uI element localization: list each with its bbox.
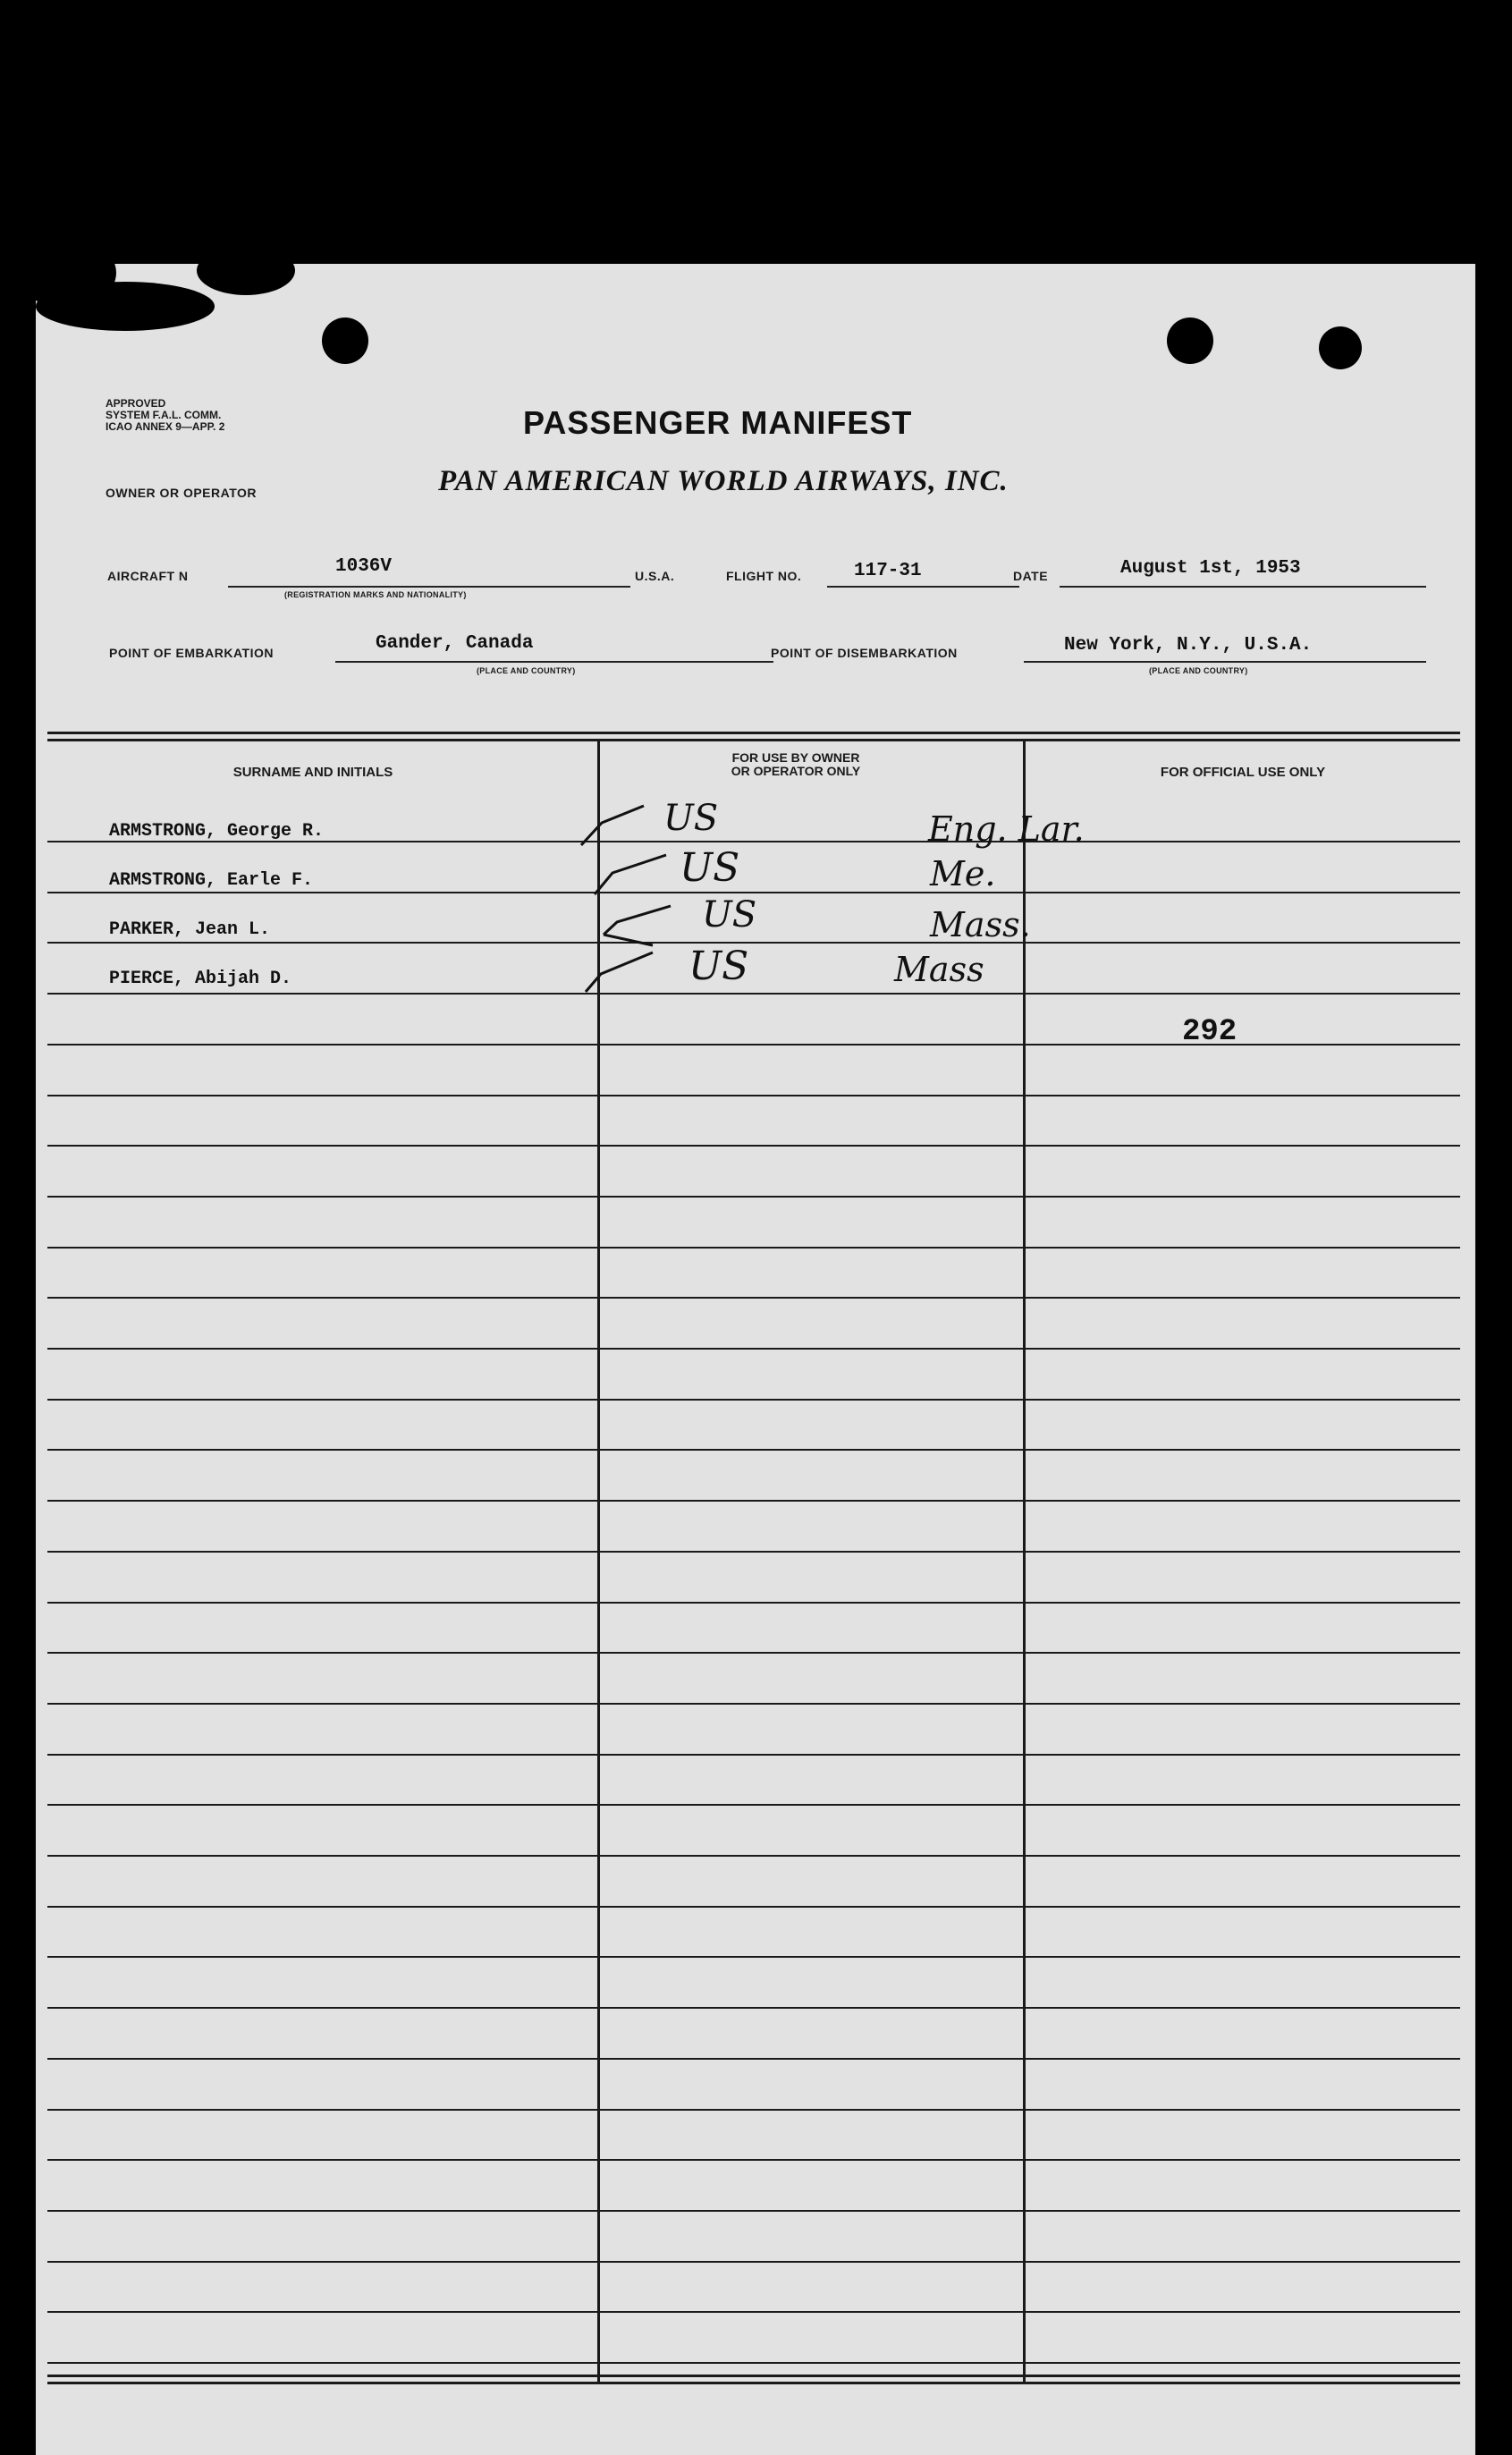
table-line — [47, 2261, 1460, 2263]
owner-value: PAN AMERICAN WORLD AIRWAYS, INC. — [438, 465, 1009, 497]
flight-value: 117-31 — [854, 561, 922, 581]
check-mark-4 — [581, 944, 671, 997]
punch-hole-left — [322, 317, 368, 364]
residence-4: Mass — [894, 950, 984, 989]
col-header-official: FOR OFFICIAL USE ONLY — [1160, 765, 1326, 780]
manifest-sheet — [36, 264, 1475, 2455]
table-line — [47, 2311, 1460, 2313]
col-header-name: SURNAME AND INITIALS — [232, 765, 393, 780]
aircraft-label: AIRCRAFT N — [107, 569, 189, 583]
punch-hole-right — [1167, 317, 1213, 364]
torn-edge-2 — [197, 246, 295, 295]
table-line — [47, 1551, 1460, 1553]
table-line — [47, 1247, 1460, 1249]
table-bottom-rule — [47, 2375, 1460, 2377]
table-line — [47, 1145, 1460, 1147]
check-mark-2 — [590, 848, 680, 902]
table-line — [47, 2058, 1460, 2060]
citizenship-2: US — [680, 845, 740, 891]
table-line — [47, 1956, 1460, 1958]
table-line — [47, 2109, 1460, 2111]
passenger-name-1: ARMSTRONG, George R. — [109, 821, 325, 842]
citizenship-4: US — [688, 944, 749, 989]
punch-hole-far-right — [1319, 326, 1362, 369]
nationality-label: U.S.A. — [635, 569, 675, 583]
disembark-sublabel: (PLACE AND COUNTRY) — [1149, 666, 1248, 675]
table-line — [47, 942, 1460, 944]
table-line — [47, 1095, 1460, 1096]
page-title: PASSENGER MANIFEST — [523, 404, 913, 441]
residence-1: Eng. Lar. — [928, 809, 1085, 849]
column-divider-2 — [1023, 739, 1026, 2383]
owner-label: OWNER OR OPERATOR — [106, 486, 257, 500]
aircraft-value: 1036V — [335, 556, 393, 577]
passenger-name-4: PIERCE, Abijah D. — [109, 969, 292, 989]
col-header-owner: FOR USE BY OWNER OR OPERATOR ONLY — [731, 750, 861, 778]
table-line — [47, 1399, 1460, 1401]
table-line — [47, 2362, 1460, 2364]
table-line — [47, 2159, 1460, 2161]
table-line — [47, 1703, 1460, 1705]
table-line — [47, 2210, 1460, 2212]
disembark-value: New York, N.Y., U.S.A. — [1064, 635, 1313, 656]
aircraft-sublabel: (REGISTRATION MARKS AND NATIONALITY) — [284, 590, 467, 599]
official-number: 292 — [1182, 1015, 1237, 1049]
torn-edge — [36, 282, 215, 331]
table-line — [47, 1754, 1460, 1756]
table-line — [47, 1652, 1460, 1654]
table-line — [47, 892, 1460, 893]
table-line — [47, 1348, 1460, 1350]
table-line — [47, 1044, 1460, 1045]
date-label: DATE — [1013, 569, 1049, 583]
table-line — [47, 1602, 1460, 1604]
table-top-rule — [47, 732, 1460, 734]
disembark-label: POINT OF DISEMBARKATION — [771, 646, 958, 660]
passenger-name-2: ARMSTRONG, Earle F. — [109, 870, 314, 891]
table-line — [47, 1500, 1460, 1502]
embark-label: POINT OF EMBARKATION — [109, 646, 274, 660]
citizenship-3: US — [702, 894, 757, 935]
check-mark-1 — [577, 800, 666, 854]
table-line — [47, 1297, 1460, 1299]
table-bottom-rule-2 — [47, 2382, 1460, 2384]
embark-sublabel: (PLACE AND COUNTRY) — [477, 666, 576, 675]
passenger-name-3: PARKER, Jean L. — [109, 919, 271, 940]
table-line — [47, 993, 1460, 995]
approval-note: APPROVED SYSTEM F.A.L. COMM. ICAO ANNEX 9—APP. 2 — [106, 397, 225, 433]
table-line — [47, 1855, 1460, 1857]
residence-2: Me. — [930, 854, 996, 893]
date-value: August 1st, 1953 — [1120, 558, 1301, 579]
table-line — [47, 1906, 1460, 1908]
citizenship-1: US — [663, 798, 719, 839]
table-line — [47, 1449, 1460, 1451]
table-top-rule-2 — [47, 739, 1460, 741]
flight-label: FLIGHT NO. — [726, 569, 802, 583]
table-line — [47, 1804, 1460, 1806]
table-line — [47, 1196, 1460, 1198]
embark-value: Gander, Canada — [376, 633, 534, 654]
table-line — [47, 2007, 1460, 2009]
residence-3: Mass. — [930, 905, 1031, 944]
